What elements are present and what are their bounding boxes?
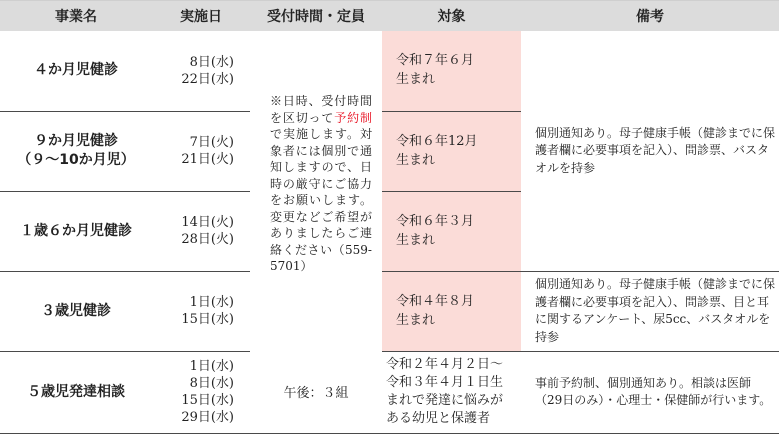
date-item: 29日(水): [181, 410, 234, 425]
program-name-cell: [0, 351, 152, 433]
header-row: [0, 1, 779, 32]
date-item: 1日(水): [189, 359, 234, 374]
target-line: 令和７年６月: [396, 53, 475, 68]
target-line: ある幼児と保護者: [386, 411, 491, 426]
date-cell: [152, 191, 250, 271]
program-name-cell: [0, 111, 152, 191]
date-item: 22日(水): [181, 71, 234, 87]
program-subname: （９～10か月児）: [17, 152, 135, 168]
target-line: 令和６年12月: [396, 133, 478, 149]
date-item: 1日(水): [189, 295, 234, 310]
header-reception: 受付時間・定員: [250, 1, 382, 32]
program-name: １歳６か月児健診: [20, 222, 132, 239]
header-program-name: 事業名: [0, 1, 152, 32]
header-notes: 備考: [521, 1, 779, 32]
date-item: 8日(水): [189, 376, 234, 391]
program-name-cell: [0, 271, 152, 351]
target-line: 令和６年３月: [396, 213, 475, 229]
target-cell: [382, 351, 521, 433]
reception-cell: [250, 31, 382, 351]
notes-text: 個別通知あり。母子健康手帳（健診までに保護者欄に必要事項を記入）、問診票、バスタオルを持参: [535, 125, 776, 175]
table-row: [0, 271, 779, 351]
program-name: ９か月児健診: [34, 133, 118, 149]
program-name-cell: [0, 191, 152, 271]
date-item: 21日(火): [181, 152, 234, 167]
reservation-highlight: 予約制: [334, 110, 372, 125]
date-cell: [152, 111, 250, 191]
program-name: ３歳児健診: [41, 302, 111, 319]
target-line: 生まれ: [396, 232, 436, 248]
target-cell: [382, 271, 521, 351]
reception-note: [270, 31, 372, 275]
header-target: 対象: [382, 1, 521, 32]
target-line: 生まれ: [396, 312, 436, 328]
program-name-cell: [0, 31, 152, 111]
notes-text: 事前予約制、個別通知あり。相談は医師（29日のみ）・心理士・保健師が行います。: [535, 375, 772, 407]
target-cell: [382, 31, 521, 111]
target-line: 令和４年８月: [396, 293, 475, 309]
date-item: 28日(火): [181, 232, 234, 247]
target-line: 令和３年４月１日生: [386, 375, 504, 390]
program-name: ５歳児発達相談: [27, 383, 125, 400]
notes-cell: [521, 271, 779, 351]
target-line: まれで発達に悩みが: [386, 393, 504, 408]
reception-text-before: ※日時、受付時間を区切って: [270, 94, 372, 125]
date-cell: [152, 31, 250, 111]
date-item: 8日(水): [189, 54, 234, 70]
date-cell: [152, 271, 250, 351]
notes-cell: [521, 351, 779, 433]
notes-cell: [521, 31, 779, 271]
target-line: 令和２年４月２日～: [386, 357, 504, 372]
date-item: 15日(水): [181, 312, 234, 327]
target-line: 生まれ: [396, 72, 436, 87]
date-item: 15日(水): [181, 393, 234, 408]
reception-text-after: で実施します。対象者には個別で通知しますので、日時の厳守にご協力をお願いします。変更などご希望がありましたらご連絡ください（559-5701）: [270, 127, 372, 273]
date-item: 7日(火): [189, 135, 234, 150]
notes-text: 個別通知あり。母子健康手帳（健診までに保護者欄に必要事項を記入）、問診票、目と耳に関するアンケート、尿5cc、バスタオルを持参: [535, 277, 776, 344]
program-name: ４か月児健診: [34, 62, 118, 79]
target-cell: [382, 111, 521, 191]
target-line: 生まれ: [396, 152, 436, 168]
reception-capacity: 午後：３組: [283, 386, 349, 402]
date-cell: [152, 351, 250, 433]
target-cell: [382, 191, 521, 271]
table-row: [0, 31, 779, 111]
table-row: [0, 351, 779, 433]
date-item: 14日(火): [181, 215, 234, 230]
reception-capacity-cell: [250, 351, 382, 433]
header-date: 実施日: [152, 1, 250, 32]
